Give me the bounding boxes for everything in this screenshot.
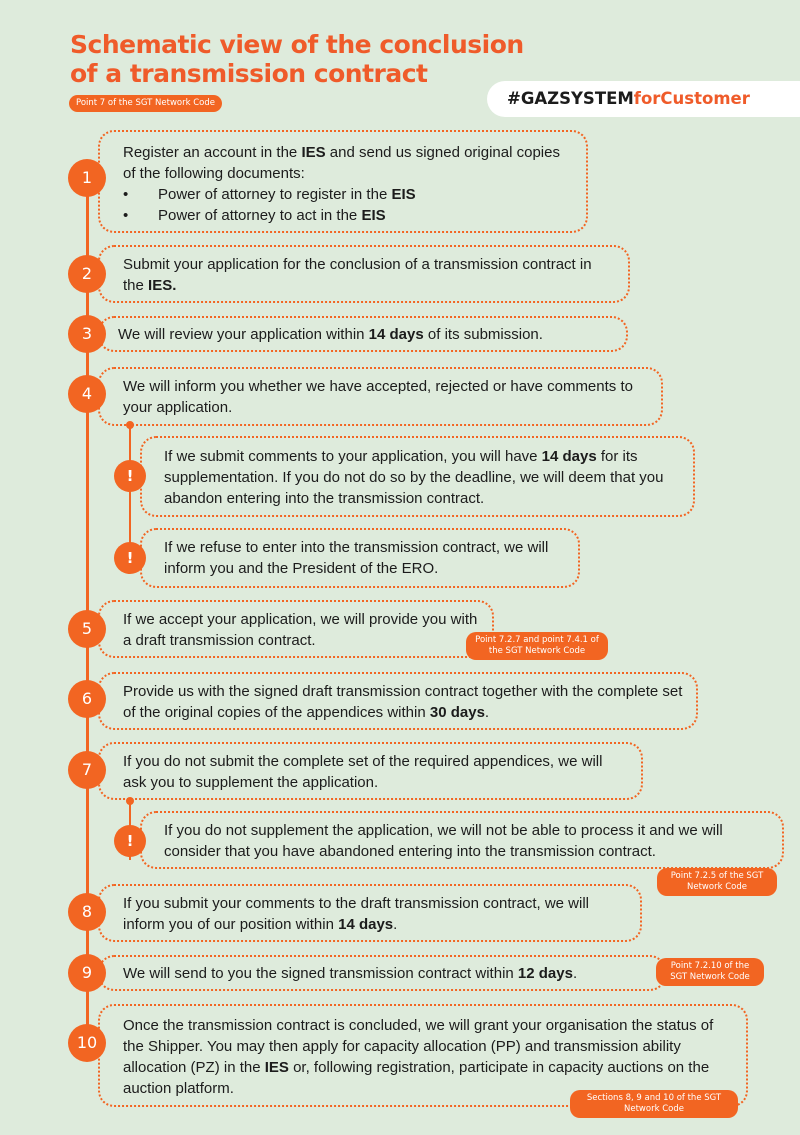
step-5-box bbox=[98, 600, 494, 658]
note-2-box bbox=[140, 528, 580, 588]
hashtag-banner bbox=[487, 81, 800, 117]
hashtag-suffix: forCustomer bbox=[633, 89, 750, 108]
step-1-bullet-1: • Power of attorney to register in the EIS bbox=[123, 186, 416, 203]
step-4-number: 4 bbox=[68, 375, 106, 413]
step-3-text: We will review your application within 14 days of its submission. bbox=[118, 326, 543, 343]
step-9-ref-badge: Point 7.2.10 of the SGT Network Code bbox=[656, 958, 764, 986]
note-3-alert-icon: ! bbox=[114, 825, 146, 857]
network-code-ref-badge: Point 7 of the SGT Network Code bbox=[69, 95, 222, 112]
step-7-text: If you do not submit the complete set of the required appendices, we will ask you to supplement the application. bbox=[123, 753, 603, 791]
step-5-number: 5 bbox=[68, 610, 106, 648]
step-6-text: Provide us with the signed draft transmission contract together with the complete set of the original copies of the appendices within 30 days. bbox=[123, 683, 683, 721]
page-title bbox=[70, 30, 524, 88]
title-line-2: of a transmission contract bbox=[70, 59, 428, 88]
step-5-text: If we accept your application, we will provide you with a draft transmission contract. bbox=[123, 611, 478, 649]
step-2-box bbox=[98, 245, 630, 303]
step-10-text: Once the transmission contract is concluded, we will grant your organisation the status of the Shipper. You may then apply for capacity allocation (PP) and transmission ability allocation (PZ) in the IES or, following registration, participate in capacity auctions on the auction platform. bbox=[123, 1017, 714, 1097]
step-6-number: 6 bbox=[68, 680, 106, 718]
note-2-alert-icon: ! bbox=[114, 542, 146, 574]
step-8-box bbox=[98, 884, 642, 942]
note-1-text: If we submit comments to your application, you will have 14 days for its supplementation. If you do not do so by the deadline, we will deem that you abandon entering into the transmission contract. bbox=[164, 448, 664, 507]
step-7-box bbox=[98, 742, 643, 800]
note-2-text: If we refuse to enter into the transmission contract, we will inform you and the President of the ERO. bbox=[164, 539, 549, 577]
note-3-ref-badge: Point 7.2.5 of the SGT Network Code bbox=[657, 868, 777, 896]
step-9-box bbox=[98, 955, 666, 991]
step-9-number: 9 bbox=[68, 954, 106, 992]
step-1-bullet-2: • Power of attorney to act in the EIS bbox=[123, 207, 386, 224]
step-8-number: 8 bbox=[68, 893, 106, 931]
step-2-text: Submit your application for the conclusion of a transmission contract in the IES. bbox=[123, 256, 592, 294]
step-4-box bbox=[98, 367, 663, 426]
note-3-box bbox=[140, 811, 784, 869]
step-1-number: 1 bbox=[68, 159, 106, 197]
step-2-number: 2 bbox=[68, 255, 106, 293]
step-4-text: We will inform you whether we have accepted, rejected or have comments to your application. bbox=[123, 378, 633, 416]
step-1-box bbox=[98, 130, 588, 233]
step-3-box bbox=[98, 316, 628, 352]
step-9-text: We will send to you the signed transmission contract within 12 days. bbox=[123, 965, 578, 982]
note-1-alert-icon: ! bbox=[114, 460, 146, 492]
step-7-number: 7 bbox=[68, 751, 106, 789]
step-3-number: 3 bbox=[68, 315, 106, 353]
hashtag-prefix: #GAZSYSTEM bbox=[507, 89, 634, 108]
step-5-ref-badge: Point 7.2.7 and point 7.4.1 of the SGT Network Code bbox=[466, 632, 608, 660]
step-10-ref-badge: Sections 8, 9 and 10 of the SGT Network Code bbox=[570, 1090, 738, 1118]
step-8-text: If you submit your comments to the draft transmission contract, we will inform you of our position within 14 days. bbox=[123, 895, 590, 933]
title-line-1: Schematic view of the conclusion bbox=[70, 30, 524, 59]
note-3-text: If you do not supplement the application, we will not be able to process it and we will consider that you have abandoned entering into the transmission contract. bbox=[164, 822, 723, 860]
step-6-box bbox=[98, 672, 698, 730]
step-10-number: 10 bbox=[68, 1024, 106, 1062]
step-1-text: Register an account in the IES and send us signed original copies of the following documents: bbox=[123, 144, 560, 182]
note-1-box bbox=[140, 436, 695, 517]
